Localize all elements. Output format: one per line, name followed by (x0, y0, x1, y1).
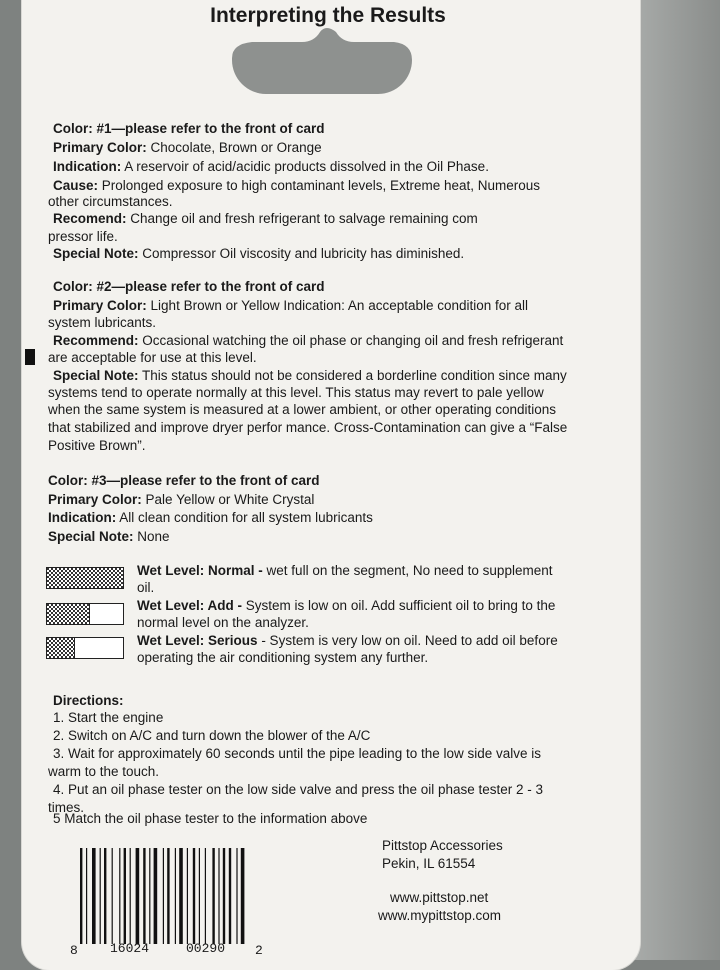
wet-level-serious-cont: operating the air conditioning system any further. (137, 650, 429, 665)
barcode (78, 848, 253, 948)
section2-special-note-cont2: when the same system is measured at a lower ambient, or other operating conditions (48, 402, 557, 417)
barcode-bar (229, 848, 231, 944)
barcode-bar (175, 848, 176, 944)
direction-step-5: 5 Match the oil phase tester to the information above (53, 811, 368, 826)
barcode-bar (236, 848, 237, 944)
direction-step-3-cont: warm to the touch. (48, 764, 160, 779)
barcode-bar (187, 848, 188, 944)
wet-level-add: Wet Level: Add - System is low on oil. Add sufficient oil to bring to the (137, 598, 556, 613)
barcode-bar (149, 848, 150, 944)
section1-primary-color: Primary Color: Chocolate, Brown or Orange (53, 140, 322, 155)
wet-level-add-indicator (46, 603, 124, 625)
company-website-2: www.mypittstop.com (378, 908, 502, 923)
direction-step-4: 4. Put an oil phase tester on the low side valve and press the oil phase tester 2 - 3 (53, 782, 544, 797)
directions-heading: Directions: (53, 693, 124, 708)
barcode-bar (163, 848, 164, 944)
wet-level-normal-cont: oil. (137, 580, 155, 595)
barcode-bar (218, 848, 219, 944)
direction-step-3: 3. Wait for approximately 60 seconds until the pipe leading to the low side valve is (53, 746, 542, 761)
section3-indication: Indication: All clean condition for all system lubricants (48, 510, 373, 525)
section2-heading: Color: #2—please refer to the front of card (53, 279, 325, 294)
section2-special-note: Special Note: This status should not be considered a borderline condition since many (53, 368, 567, 383)
barcode-bar (241, 848, 245, 944)
registration-mark (25, 349, 35, 365)
page-title: Interpreting the Results (210, 4, 446, 27)
barcode-bar (154, 848, 158, 944)
background-edge (632, 0, 720, 960)
barcode-bar (92, 848, 96, 944)
barcode-digits-right: 00290 (186, 941, 226, 956)
section2-special-note-cont1: systems tend to operate normally at this level. This status may revert to pale yellow (48, 385, 544, 400)
wet-level-add-cont: normal level on the analyzer. (137, 615, 309, 630)
barcode-bar (193, 848, 195, 944)
wet-level-serious: Wet Level: Serious - System is very low on oil. Need to add oil before (137, 633, 558, 648)
barcode-bar (104, 848, 106, 944)
wet-level-serious-indicator (46, 637, 124, 659)
section1-cause-cont: other circumstances. (48, 194, 173, 209)
barcode-bar (205, 848, 206, 944)
barcode-bar (86, 848, 87, 944)
direction-step-2: 2. Switch on A/C and turn down the blower of the A/C (53, 728, 371, 743)
barcode-bar (124, 848, 126, 944)
barcode-bar (136, 848, 140, 944)
section1-recomend: Recomend: Change oil and fresh refrigerant to salvage remaining com (53, 211, 478, 226)
section2-recommend: Recommend: Occasional watching the oil phase or changing oil and fresh refrigerant (53, 333, 564, 348)
company-name: Pittstop Accessories (382, 838, 503, 853)
barcode-digit-first: 8 (70, 943, 78, 958)
barcode-bar (112, 848, 113, 944)
barcode-digit-last: 2 (255, 943, 263, 958)
section2-primary-color-cont: system lubricants. (48, 315, 157, 330)
barcode-bar (100, 848, 101, 944)
barcode-bar (199, 848, 200, 944)
barcode-bar (80, 848, 82, 944)
company-city: Pekin, IL 61554 (382, 856, 476, 871)
company-website-1: www.pittstop.net (390, 890, 489, 905)
barcode-bar (179, 848, 183, 944)
section1-recomend-cont: pressor life. (48, 229, 118, 244)
barcode-bar (223, 848, 225, 944)
direction-step-1: 1. Start the engine (53, 710, 164, 725)
barcode-digits-left: 16024 (110, 941, 150, 956)
barcode-bar (143, 848, 145, 944)
section2-special-note-cont4: Positive Brown”. (48, 438, 146, 453)
wet-level-normal-indicator (46, 567, 124, 589)
direction-step-4-cont: times. (48, 800, 85, 815)
barcode-bar (167, 848, 169, 944)
section2-special-note-cont3: that stabilized and improve dryer perfor mance. Cross-Contamination can give a “False (48, 420, 568, 435)
barcode-bar (119, 848, 120, 944)
section3-special-note: Special Note: None (48, 529, 170, 544)
section3-heading: Color: #3—please refer to the front of card (48, 473, 320, 488)
section1-heading: Color: #1—please refer to the front of card (53, 121, 325, 136)
section1-special-note: Special Note: Compressor Oil viscosity and lubricity has diminished. (53, 246, 465, 261)
section2-recommend-cont: are acceptable for use at this level. (48, 350, 257, 365)
section3-primary-color: Primary Color: Pale Yellow or White Crystal (48, 492, 315, 507)
section1-indication: Indication: A reservoir of acid/acidic products dissolved in the Oil Phase. (53, 159, 489, 174)
barcode-bar (212, 848, 214, 944)
section1-cause: Cause: Prolonged exposure to high contaminant levels, Extreme heat, Numerous (53, 178, 541, 193)
wet-level-normal: Wet Level: Normal - wet full on the segment, No need to supplement (137, 563, 553, 578)
section2-primary-color: Primary Color: Light Brown or Yellow Indication: An acceptable condition for all (53, 298, 529, 313)
barcode-bar (130, 848, 131, 944)
